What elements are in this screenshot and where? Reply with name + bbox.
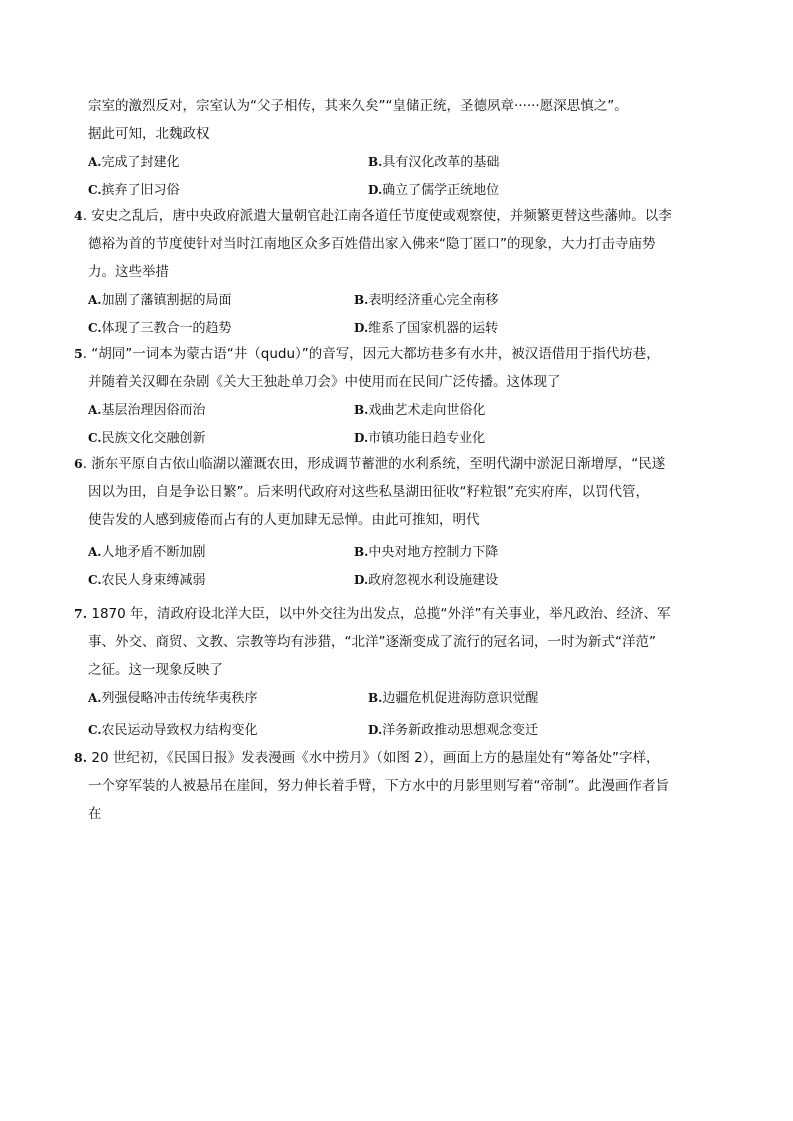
stem-line: 在: [88, 806, 102, 822]
question-6-options: [88, 538, 708, 594]
option-d[interactable]: D.维系了国家机器的运转: [354, 321, 499, 336]
option-d[interactable]: D.洋务新政推动思想观念变迁: [368, 723, 539, 738]
question-number: 5: [74, 346, 83, 361]
question-number: 7.: [74, 606, 88, 621]
stem-line: 据此可知，北魏政权: [88, 126, 210, 142]
question-5: [74, 340, 734, 452]
stem-line: 力。这些举措: [88, 264, 169, 280]
option-a[interactable]: A.人地矛盾不断加剧: [88, 545, 206, 560]
option-a[interactable]: A.基层治理因俗而治: [88, 403, 206, 418]
question-number: 4: [74, 208, 83, 223]
stem-line: 使告发的人感到疲倦而占有的人更加肆无忌惮。由此可推知，明代: [88, 512, 480, 528]
option-b[interactable]: B.边疆危机促进海防意识觉醒: [368, 691, 539, 706]
question-5-stem: [74, 340, 734, 396]
question-6-stem: [74, 450, 734, 534]
question-3-stem: [74, 92, 734, 148]
option-c[interactable]: C.民族文化交融创新: [88, 431, 206, 446]
option-b[interactable]: B.中央对地方控制力下降: [354, 545, 499, 560]
option-b[interactable]: B.表明经济重心完全南移: [354, 293, 499, 308]
stem-line: 一个穿军装的人被悬吊在崖间，努力伸长着手臂，下方水中的月影里则写着“帝制”。此漫画作者旨: [88, 778, 669, 794]
stem-line: 德裕为首的节度使针对当时江南地区众多百姓借出家入佛来“隐丁匿口”的现象，大力打击寺庙势: [88, 236, 656, 252]
option-b[interactable]: B.具有汉化改革的基础: [368, 155, 500, 170]
question-5-options: [88, 396, 708, 452]
question-7: [74, 600, 734, 744]
stem-line: 因以为田，自是争讼日繁”。后来明代政府对这些私垦湖田征收“籽粒银”充实府库，以罚代管，: [88, 484, 649, 500]
question-4-stem: [74, 202, 734, 286]
option-a[interactable]: A.完成了封建化: [88, 155, 180, 170]
option-a[interactable]: A.加剧了藩镇割据的局面: [88, 293, 232, 308]
option-c[interactable]: C.农民人身束缚减弱: [88, 573, 206, 588]
option-b[interactable]: B.戏曲艺术走向世俗化: [354, 403, 486, 418]
question-number: 6: [74, 456, 83, 471]
stem-line: 8. 20 世纪初，《民国日报》发表漫画《水中捞月》（如图 2），画面上方的悬崖处有“筹备处”字样，: [74, 750, 660, 766]
question-number: 8.: [74, 750, 88, 765]
option-c[interactable]: C.体现了三教合一的趋势: [88, 321, 232, 336]
stem-line: 事、外交、商贸、文教、宗教等均有涉猎，“北洋”逐渐变成了流行的冠名词，一时为新式“洋范”: [88, 634, 656, 650]
option-d[interactable]: D.确立了儒学正统地位: [368, 183, 500, 198]
option-d[interactable]: D.政府忽视水利设施建设: [354, 573, 499, 588]
stem-line: 并随着关汉卿在杂剧《关大王独赴单刀会》中使用而在民间广泛传播。这体现了: [88, 374, 561, 390]
stem-line: 5. “胡同”一词本为蒙古语“井（qudu）”的音写，因元大都坊巷多有水井，被汉语借用于指代坊巷，: [74, 346, 660, 362]
question-7-stem: [74, 600, 734, 684]
option-c[interactable]: C.农民运动导致权力结构变化: [88, 723, 258, 738]
stem-line: 宗室的激烈反对，宗室认为“父子相传，其来久矣”“皇储正统，圣德夙章······愿深思慎之”。: [88, 98, 628, 114]
option-c[interactable]: C.摈弃了旧习俗: [88, 183, 180, 198]
question-8: [74, 744, 734, 828]
stem-line: 之征。这一现象反映了: [88, 662, 223, 678]
question-7-options: [88, 684, 708, 744]
question-8-stem: [74, 744, 734, 828]
question-6: [74, 450, 734, 594]
stem-line: 4. 安史之乱后，唐中央政府派遣大量朝官赴江南各道任节度使或观察使，并频繁更替这些藩帅。以李: [74, 208, 672, 224]
question-4-options: [88, 286, 708, 342]
question-4: [74, 202, 734, 342]
question-3: [74, 92, 734, 204]
stem-line: 6. 浙东平原自古依山临湖以灌溉农田，形成调节蓄泄的水利系统，至明代湖中淤泥日渐增厚，“民遂: [74, 456, 666, 472]
option-d[interactable]: D.市镇功能日趋专业化: [354, 431, 486, 446]
option-a[interactable]: A.列强侵略冲击传统华夷秩序: [88, 691, 258, 706]
question-3-options: [88, 148, 708, 204]
stem-line: 7. 1870 年，清政府设北洋大臣，以中外交往为出发点，总揽“外洋”有关事业，举凡政治、经济、军: [74, 606, 671, 622]
